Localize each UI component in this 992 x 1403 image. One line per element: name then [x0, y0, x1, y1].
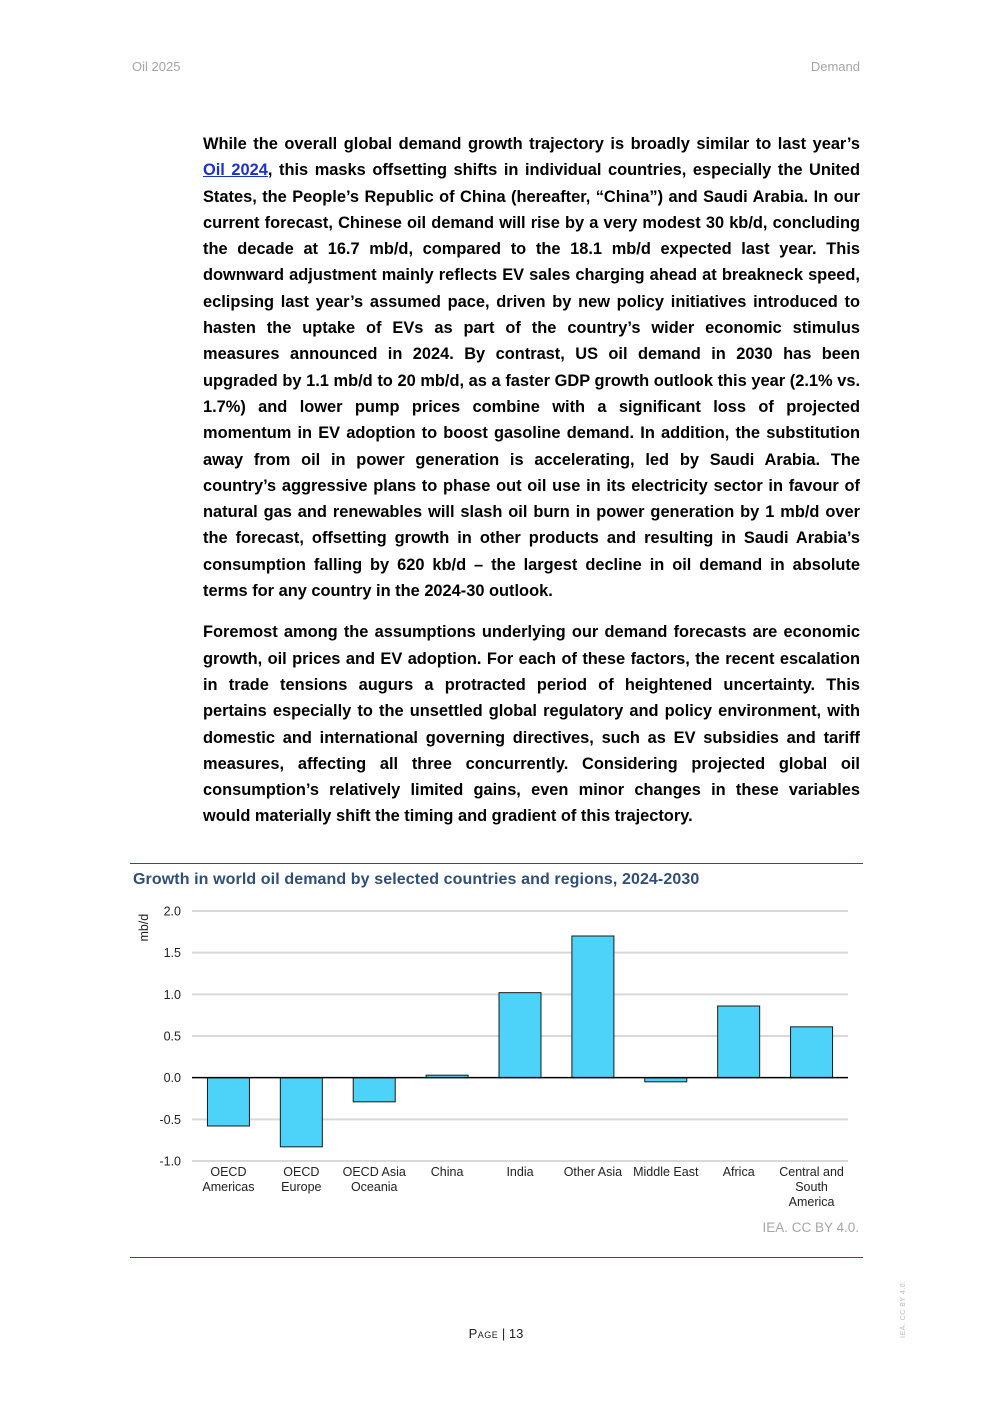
y-axis-label: mb/d: [137, 913, 151, 942]
chart-title: Growth in world oil demand by selected countries and regions, 2024-2030: [133, 871, 700, 888]
body-text: [203, 131, 860, 845]
x-tick-label: Middle East: [633, 1165, 699, 1179]
x-tick-label: South: [795, 1180, 828, 1194]
bar: [499, 993, 541, 1078]
paragraph-1: [203, 131, 860, 604]
x-tick-label: OECD: [210, 1165, 247, 1179]
bar: [280, 1078, 322, 1147]
x-tick-label: OECD Asia: [342, 1165, 406, 1179]
bar-chart: [130, 894, 863, 1219]
x-tick-label: Africa: [722, 1165, 755, 1179]
y-tick-label: 0.5: [163, 1029, 181, 1044]
x-tick-label: OECD: [283, 1165, 320, 1179]
x-tick-label: India: [506, 1165, 534, 1179]
side-watermark: IEA. CC BY 4.0.: [900, 1280, 907, 1338]
x-tick-label: Other Asia: [563, 1165, 623, 1179]
bar: [353, 1078, 395, 1102]
y-tick-label: 1.5: [163, 946, 181, 961]
y-tick-label: -1.0: [159, 1154, 181, 1169]
x-tick-label: Oceania: [350, 1180, 398, 1194]
page-number: | 13: [501, 1326, 524, 1341]
header-right: Demand: [810, 59, 860, 74]
chart-figure: [130, 863, 863, 1258]
y-tick-label: 0.0: [163, 1071, 181, 1086]
bar: [207, 1078, 249, 1126]
paragraph-1-text: , this masks offsetting shifts in individual countries, especially the United States, the People’s Republic of China (hereafter, “China”) and Saudi Arabia. In our current forecast, Chinese oil demand will rise by a very modest 30 kb/d, concluding the decade at 16.7 mb/d, compared to the 18.1 mb/d expected last year. This downward adjustment mainly reflects EV sales charging ahead at breakneck speed, eclipsing last year’s assumed pace, driven by new policy initiatives introduced to hasten the uptake of EVs as part of the country’s wider economic stimulus measures announced in 2024. By contrast, US oil demand in 2030 has been upgraded by 1.1 mb/d to 20 mb/d, as a faster GDP growth outlook this year (2.1% vs. 1.7%) and lower pump prices combine with a significant loss of projected momentum in EV adoption to boost gasoline demand. In addition, the substitution away from oil in power generation is accelerating, led by Saudi Arabia. The country’s aggressive plans to phase out oil use in its electricity sector in favour of natural gas and renewables will slash oil burn in power generation by 1 mb/d over the forecast, offsetting growth in other products and resulting in Saudi Arabia’s consumption falling by 620 kb/d – the largest decline in oil demand in absolute terms for any country in the 2024-30 outlook.: [203, 161, 861, 601]
y-tick-label: 2.0: [163, 904, 181, 919]
header-left: Oil 2025: [132, 59, 181, 74]
y-tick-label: 1.0: [163, 987, 181, 1002]
x-tick-label: China: [430, 1165, 464, 1179]
x-tick-label: Europe: [281, 1180, 322, 1194]
page-word: Page: [468, 1326, 499, 1341]
y-tick-label: -0.5: [159, 1112, 181, 1127]
bar: [572, 936, 614, 1078]
paragraph-2: Foremost among the assumptions underlying our demand forecasts are economic growth, oil prices and EV adoption. For each of these factors, the recent escalation in trade tensions augurs a protracted period of heightened uncertainty. This pertains especially to the unsettled global regulatory and policy environment, with domestic and international governing directives, such as EV subsidies and tariff measures, affecting all three concurrently. Considering projected global oil consumption’s relatively limited gains, even minor changes in these variables would materially shift the timing and gradient of this trajectory.: [203, 623, 860, 826]
chart-source: IEA. CC BY 4.0.: [762, 1220, 859, 1235]
oil-2024-link[interactable]: Oil 2024: [203, 161, 268, 180]
x-tick-label: Central and: [779, 1165, 844, 1179]
bar: [718, 1006, 760, 1078]
bar: [791, 1027, 833, 1078]
x-tick-label: America: [788, 1195, 835, 1209]
paragraph-1-lead: While the overall global demand growth trajectory is broadly similar to last year’s: [203, 135, 860, 153]
page-footer: [0, 1326, 992, 1341]
x-tick-label: Americas: [202, 1180, 255, 1194]
